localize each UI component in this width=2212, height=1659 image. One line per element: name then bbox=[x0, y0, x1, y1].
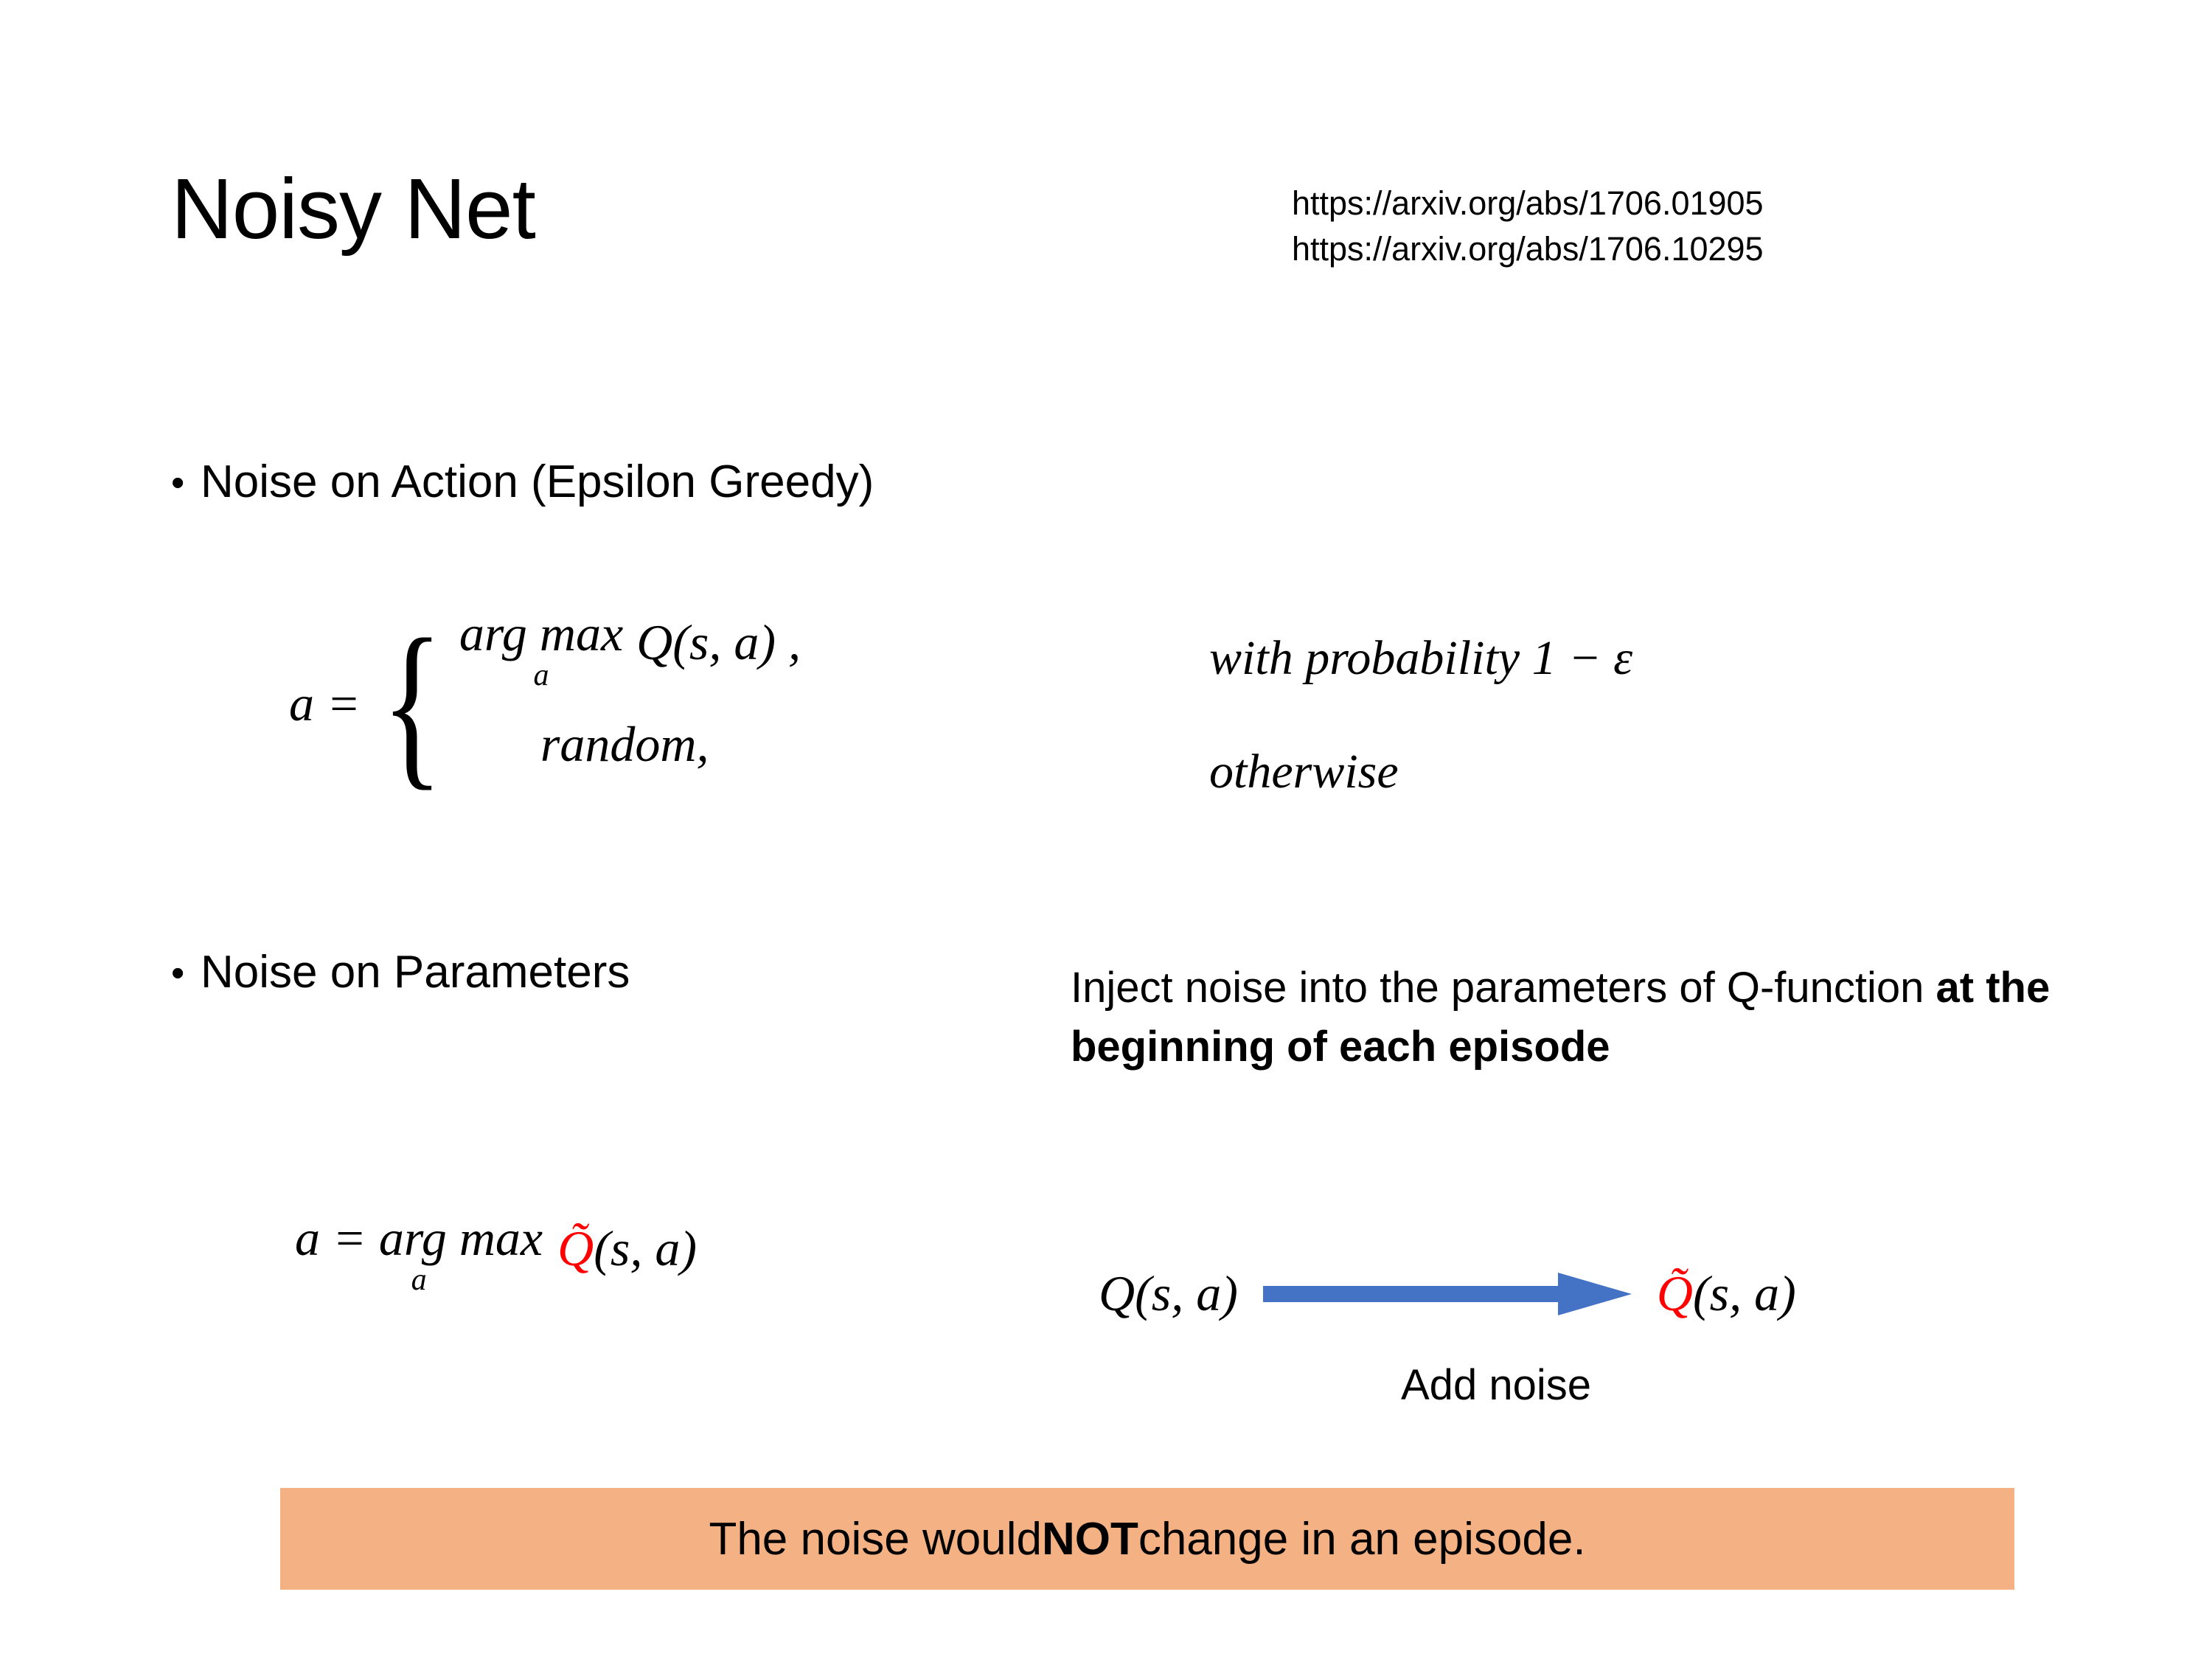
footer-note-post: change in an episode. bbox=[1138, 1513, 1586, 1565]
argmax-label: arg max bbox=[459, 605, 624, 661]
reference-link-2[interactable]: https://arxiv.org/abs/1706.10295 bbox=[1292, 230, 1764, 268]
bullet-noise-on-parameters-label: Noise on Parameters bbox=[201, 947, 630, 998]
footer-note-pre: The noise would bbox=[709, 1513, 1042, 1565]
add-noise-label: Add noise bbox=[1401, 1361, 1591, 1409]
arrow-right-icon bbox=[1263, 1268, 1632, 1320]
transform-source-q: Q(s, a) bbox=[1099, 1265, 1238, 1321]
argmax-expression bbox=[459, 605, 623, 691]
argmax-stack bbox=[459, 605, 624, 692]
transform-target-q bbox=[1657, 1265, 1796, 1323]
bullet-noise-on-action bbox=[171, 457, 874, 507]
equation-case-row-2 bbox=[459, 716, 801, 784]
bullet-noise-on-parameters bbox=[171, 947, 630, 998]
inject-noise-paragraph bbox=[1071, 959, 2118, 1077]
q-function-term: Q(s, a) , bbox=[636, 614, 801, 670]
bullet-dot-icon-2: • bbox=[171, 952, 185, 995]
argmax-subscript: a bbox=[533, 658, 549, 692]
noisy-argmax-subscript: a bbox=[411, 1263, 427, 1297]
noisy-argmax-stack bbox=[295, 1210, 543, 1297]
equation-noisy-argmax bbox=[295, 1210, 697, 1297]
condition-with-probability: with probability 1 − ε bbox=[1209, 631, 1633, 685]
inject-noise-text-plain: Inject noise into the parameters of Q-function bbox=[1071, 964, 1936, 1012]
equation-epsilon-greedy bbox=[289, 601, 801, 806]
transform-target-q-tilde: Q̃ bbox=[1656, 1265, 1693, 1321]
footer-note-bold: NOT bbox=[1041, 1513, 1138, 1565]
random-term: random, bbox=[540, 716, 709, 772]
footer-note-banner bbox=[280, 1488, 2014, 1590]
equation-cases-rows bbox=[459, 605, 801, 784]
condition-otherwise: otherwise bbox=[1209, 745, 1399, 799]
inject-noise-text-bold: at the beginning of each episode bbox=[1071, 964, 2051, 1071]
equation-case-row-1 bbox=[459, 605, 801, 692]
q-tilde-arguments: (s, a) bbox=[594, 1220, 697, 1276]
equation-conditions bbox=[1209, 630, 1632, 800]
noisy-argmax-label: a = arg max bbox=[295, 1210, 543, 1266]
noise-transform-diagram bbox=[1099, 1265, 1796, 1323]
bullet-noise-on-action-label: Noise on Action (Epsilon Greedy) bbox=[201, 456, 874, 507]
reference-link-1[interactable]: https://arxiv.org/abs/1706.01905 bbox=[1292, 184, 1764, 222]
left-brace-icon: { bbox=[380, 601, 443, 806]
bullet-dot-icon: • bbox=[171, 462, 185, 504]
reference-links bbox=[1292, 181, 1764, 272]
equation-lhs: a = bbox=[289, 675, 361, 731]
transform-target-args: (s, a) bbox=[1692, 1265, 1796, 1321]
q-tilde-symbol: Q̃ bbox=[557, 1220, 594, 1276]
page-title: Noisy Net bbox=[171, 161, 535, 257]
